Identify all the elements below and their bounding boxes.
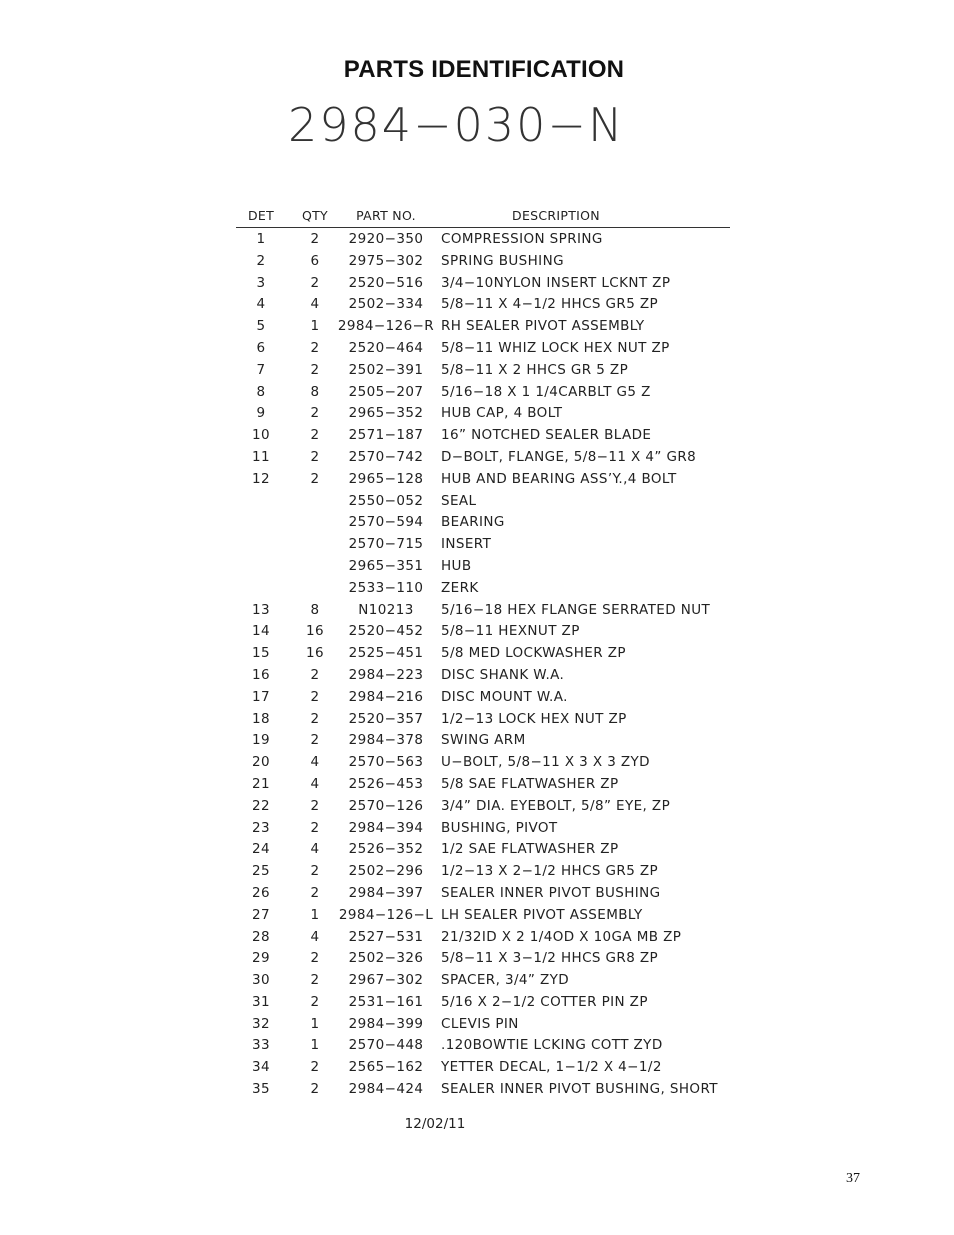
table-row (236, 599, 730, 621)
description-cell: BEARING (441, 514, 505, 531)
description-cell: 5/16−18 HEX FLANGE SERRATED NUT (441, 601, 711, 618)
det-cell: 19 (252, 732, 270, 749)
qty-cell: 2 (310, 448, 320, 465)
qty-cell: 16 (306, 645, 324, 662)
qty-cell: 2 (310, 819, 320, 836)
description-cell: LH SEALER PIVOT ASSEMBLY (441, 906, 643, 923)
qty-cell: 8 (310, 601, 320, 618)
table-row (236, 795, 730, 817)
part-no-cell: 2520−516 (348, 274, 424, 291)
det-cell: 13 (252, 601, 270, 618)
det-cell: 33 (252, 1037, 270, 1054)
description-cell: 21/32ID X 2 1/4OD X 10GA MB ZP (441, 928, 682, 945)
description-cell: SEAL (441, 492, 477, 509)
det-cell: 24 (252, 841, 270, 858)
det-cell: 29 (252, 950, 270, 967)
qty-cell: 2 (310, 797, 320, 814)
description-cell: ZERK (441, 579, 479, 596)
page-number: 37 (846, 1171, 860, 1186)
part-no-cell: 2502−334 (348, 296, 424, 313)
description-cell: 5/8 MED LOCKWASHER ZP (441, 645, 626, 662)
table-row (236, 577, 730, 599)
part-no-cell: 2984−424 (348, 1081, 424, 1098)
part-no-cell: 2527−531 (348, 928, 424, 945)
table-row (236, 490, 730, 512)
part-no-cell: 2920−350 (348, 231, 424, 247)
part-no-cell: 2533−110 (348, 579, 424, 596)
qty-cell: 4 (310, 754, 320, 771)
description-cell: 5/8−11 X 2 HHCS GR 5 ZP (441, 361, 629, 378)
table-row (236, 969, 730, 991)
description-cell: 5/8−11 X 4−1/2 HHCS GR5 ZP (441, 296, 659, 313)
qty-cell: 1 (310, 1037, 320, 1054)
table-row (236, 511, 730, 533)
description-cell: 5/8 SAE FLATWASHER ZP (441, 775, 619, 792)
part-no-cell: 2984−126−R (337, 318, 435, 335)
table-header (236, 207, 730, 228)
table-row (236, 686, 730, 708)
table-row (236, 272, 730, 294)
table-row (236, 468, 730, 490)
description-cell: 3/4−10NYLON INSERT LCKNT ZP (441, 274, 671, 291)
qty-cell: 2 (310, 993, 320, 1010)
document-date: 12/02/11 (404, 1116, 466, 1132)
det-cell: 12 (252, 470, 270, 487)
part-no-cell: 2965−128 (348, 470, 424, 487)
det-cell: 15 (252, 645, 270, 662)
qty-cell: 2 (310, 710, 320, 727)
qty-cell: 4 (310, 928, 320, 945)
part-no-cell: 2531−161 (348, 993, 424, 1010)
det-cell: 8 (256, 383, 266, 400)
part-no-cell: 2975−302 (348, 252, 424, 269)
part-no-cell: 2984−378 (348, 732, 424, 749)
description-cell: U−BOLT, 5/8−11 X 3 X 3 ZYD (441, 754, 650, 771)
qty-cell: 2 (310, 884, 320, 901)
table-row (236, 228, 730, 250)
det-cell: 30 (252, 972, 270, 989)
det-cell: 2 (256, 252, 266, 269)
table-row (236, 860, 730, 882)
table-row (236, 337, 730, 359)
description-cell: HUB (441, 557, 472, 574)
description-cell: CLEVIS PIN (441, 1015, 519, 1032)
det-cell: 26 (252, 884, 270, 901)
qty-cell: 2 (310, 666, 320, 683)
description-cell: 16” NOTCHED SEALER BLADE (441, 427, 652, 444)
part-no-cell: 2965−352 (348, 405, 424, 422)
description-cell: SWING ARM (441, 732, 526, 749)
det-cell: 20 (252, 754, 270, 771)
det-cell: 31 (252, 993, 270, 1010)
part-no-cell: N10213 (358, 601, 414, 618)
part-no-cell: 2984−223 (348, 666, 424, 683)
table-row (236, 773, 730, 795)
qty-cell: 2 (310, 361, 320, 378)
description-cell: 1/2 SAE FLATWASHER ZP (441, 841, 619, 858)
table-row (236, 381, 730, 403)
part-no-cell: 2520−452 (348, 623, 424, 640)
det-cell: 16 (252, 666, 270, 683)
table-row (236, 446, 730, 468)
table-row (236, 1078, 730, 1100)
table-row (236, 838, 730, 860)
table-row (236, 250, 730, 272)
table-row (236, 620, 730, 642)
qty-cell: 2 (310, 1059, 320, 1076)
table-row (236, 359, 730, 381)
det-cell: 28 (252, 928, 270, 945)
description-cell: 5/16 X 2−1/2 COTTER PIN ZP (441, 993, 648, 1010)
table-row (236, 664, 730, 686)
part-no-cell: 2526−453 (348, 775, 424, 792)
part-no-cell: 2570−742 (348, 448, 424, 465)
part-no-cell: 2984−216 (348, 688, 424, 705)
det-cell: 4 (256, 296, 266, 313)
qty-cell: 4 (310, 775, 320, 792)
det-cell: 34 (252, 1059, 270, 1076)
det-cell: 5 (256, 318, 266, 335)
det-cell: 9 (256, 405, 266, 422)
part-no-cell: 2570−594 (348, 514, 424, 531)
qty-cell: 2 (310, 732, 320, 749)
qty-cell: 2 (310, 1081, 320, 1098)
table-row (236, 708, 730, 730)
det-cell: 21 (252, 775, 270, 792)
table-row (236, 904, 730, 926)
description-cell: 5/16−18 X 1 1/4CARBLT G5 Z (441, 383, 651, 400)
qty-cell: 1 (310, 318, 320, 335)
description-cell: D−BOLT, FLANGE, 5/8−11 X 4” GR8 (441, 448, 697, 465)
qty-cell: 1 (310, 1015, 320, 1032)
part-no-cell: 2984−126−L (338, 906, 434, 923)
description-cell: HUB AND BEARING ASS’Y.,4 BOLT (441, 470, 677, 487)
det-cell: 1 (256, 231, 266, 247)
qty-cell: 8 (310, 383, 320, 400)
description-cell: COMPRESSION SPRING (441, 231, 603, 247)
qty-cell: 2 (310, 972, 320, 989)
table-row (236, 947, 730, 969)
header-qty: QTY (301, 208, 328, 223)
table-row (236, 424, 730, 446)
part-no-cell: 2526−352 (348, 841, 424, 858)
qty-cell: 6 (310, 252, 320, 269)
qty-cell: 4 (310, 296, 320, 313)
description-cell: 1/2−13 X 2−1/2 HHCS GR5 ZP (441, 863, 659, 880)
table-row (236, 729, 730, 751)
table-row (236, 293, 730, 315)
qty-cell: 2 (310, 427, 320, 444)
part-no-cell: 2520−464 (348, 339, 424, 356)
table-row (236, 1034, 730, 1056)
header-part-no: PART NO. (356, 208, 416, 223)
table-row (236, 817, 730, 839)
description-cell: 1/2−13 LOCK HEX NUT ZP (441, 710, 627, 727)
assembly-number: 2984−030−N (288, 98, 625, 152)
qty-cell: 1 (310, 906, 320, 923)
description-cell: INSERT (441, 536, 492, 553)
table-row (236, 402, 730, 424)
description-cell: DISC MOUNT W.A. (441, 688, 568, 705)
description-cell: HUB CAP, 4 BOLT (441, 405, 563, 422)
part-no-cell: 2965−351 (348, 557, 424, 574)
det-cell: 17 (252, 688, 270, 705)
part-no-cell: 2525−451 (348, 645, 424, 662)
qty-cell: 2 (310, 231, 320, 247)
table-row (236, 533, 730, 555)
det-cell: 25 (252, 863, 270, 880)
part-no-cell: 2984−397 (348, 884, 424, 901)
table-row (236, 991, 730, 1013)
det-cell: 6 (256, 339, 266, 356)
part-no-cell: 2984−394 (348, 819, 424, 836)
qty-cell: 16 (306, 623, 324, 640)
qty-cell: 2 (310, 688, 320, 705)
description-cell: SPRING BUSHING (441, 252, 564, 269)
det-cell: 11 (252, 448, 270, 465)
table-row (236, 1013, 730, 1035)
description-cell: BUSHING, PIVOT (441, 819, 558, 836)
part-no-cell: 2571−187 (348, 427, 424, 444)
det-cell: 14 (252, 623, 270, 640)
qty-cell: 2 (310, 950, 320, 967)
table-row (236, 751, 730, 773)
table-row (236, 555, 730, 577)
table-row (236, 642, 730, 664)
part-no-cell: 2570−448 (348, 1037, 424, 1054)
det-cell: 35 (252, 1081, 270, 1098)
qty-cell: 2 (310, 863, 320, 880)
det-cell: 27 (252, 906, 270, 923)
table-body (236, 228, 730, 1100)
description-cell: SEALER INNER PIVOT BUSHING (441, 884, 661, 901)
part-no-cell: 2570−563 (348, 754, 424, 771)
qty-cell: 4 (310, 841, 320, 858)
part-no-cell: 2967−302 (348, 972, 424, 989)
description-cell: .120BOWTIE LCKING COTT ZYD (441, 1037, 663, 1054)
description-cell: SEALER INNER PIVOT BUSHING, SHORT (441, 1081, 718, 1098)
part-no-cell: 2505−207 (348, 383, 424, 400)
page-heading: PARTS IDENTIFICATION (343, 56, 625, 83)
det-cell: 23 (252, 819, 270, 836)
header-description: DESCRIPTION (512, 208, 600, 223)
part-no-cell: 2570−126 (348, 797, 424, 814)
part-no-cell: 2502−391 (348, 361, 424, 378)
qty-cell: 2 (310, 274, 320, 291)
part-no-cell: 2565−162 (348, 1059, 424, 1076)
det-cell: 32 (252, 1015, 270, 1032)
description-cell: 5/8−11 WHIZ LOCK HEX NUT ZP (441, 339, 670, 356)
det-cell: 7 (256, 361, 266, 378)
det-cell: 3 (256, 274, 266, 291)
table-row (236, 315, 730, 337)
description-cell: SPACER, 3/4” ZYD (441, 972, 570, 989)
part-no-cell: 2502−296 (348, 863, 424, 880)
part-no-cell: 2520−357 (348, 710, 424, 727)
description-cell: 5/8−11 HEXNUT ZP (441, 623, 580, 640)
part-no-cell: 2570−715 (348, 536, 424, 553)
det-cell: 18 (252, 710, 270, 727)
det-cell: 10 (252, 427, 270, 444)
table-row (236, 1056, 730, 1078)
part-no-cell: 2984−399 (348, 1015, 424, 1032)
qty-cell: 2 (310, 339, 320, 356)
description-cell: RH SEALER PIVOT ASSEMBLY (441, 318, 645, 335)
part-no-cell: 2550−052 (348, 492, 424, 509)
qty-cell: 2 (310, 405, 320, 422)
header-det: DET (247, 208, 275, 223)
parts-table (236, 207, 730, 1100)
part-no-cell: 2502−326 (348, 950, 424, 967)
qty-cell: 2 (310, 470, 320, 487)
det-cell: 22 (252, 797, 270, 814)
description-cell: DISC SHANK W.A. (441, 666, 565, 683)
description-cell: 5/8−11 X 3−1/2 HHCS GR8 ZP (441, 950, 659, 967)
description-cell: 3/4” DIA. EYEBOLT, 5/8” EYE, ZP (441, 797, 671, 814)
table-row (236, 926, 730, 948)
table-row (236, 882, 730, 904)
description-cell: YETTER DECAL, 1−1/2 X 4−1/2 (441, 1059, 662, 1076)
